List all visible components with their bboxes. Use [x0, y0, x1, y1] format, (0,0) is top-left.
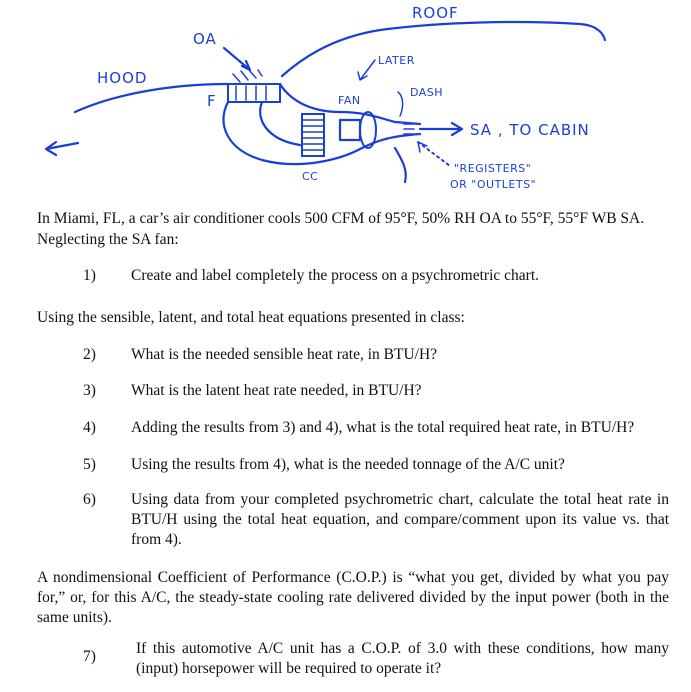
using-equations-line: Using the sensible, latent, and total heat equations presented in class:: [37, 309, 465, 326]
later-arrow: [358, 60, 375, 80]
coil-hatch: [303, 120, 323, 150]
question-text: Create and label completely the process on a psychrometric chart.: [131, 267, 540, 284]
question-number: 3): [83, 382, 96, 399]
dash-label: DASH: [410, 86, 444, 99]
later-label: LATER: [378, 54, 415, 67]
filter-label: F: [207, 92, 217, 110]
question-text: Using data from your completed psychrometric chart, calculate the total heat rate in BTU/H using the total heat equation, and compare/comment upon its value vs. that from 4).: [131, 491, 669, 548]
question-number: 5): [83, 456, 96, 473]
left-arrow: [46, 142, 78, 155]
sa-label: SA , TO CABIN: [470, 121, 590, 139]
duct-inner: [260, 102, 300, 145]
roof-line: [282, 22, 605, 76]
cop-paragraph: A nondimensional Coefficient of Performance (C.O.P.) is “what you get, divided by what you pay for,” or, for this A/C, the steady-state cooling rate delivered divided by the input power (both in the same units).: [37, 569, 669, 626]
registers-label: "REGISTERS": [454, 162, 532, 175]
dash-line: [398, 92, 403, 116]
question-text: If this automotive A/C unit has a C.O.P. of 3.0 with these conditions, how many (input) horsepower will be required to operate it?: [136, 640, 669, 677]
oa-label: OA: [193, 30, 217, 48]
intro-line-1: In Miami, FL, a car’s air conditioner cools 500 CFM of 95°F, 50% RH OA to 55°F, 55°F WB SA.: [37, 210, 645, 227]
hood-line: [75, 84, 228, 112]
cc-label: CC: [302, 170, 319, 183]
cabin-curve: [395, 148, 406, 182]
outlets-label: OR "OUTLETS": [450, 178, 537, 191]
fan-blade: [360, 112, 376, 148]
sa-arrow: [420, 123, 462, 135]
hood-label: HOOD: [97, 69, 148, 87]
registers-leader: [418, 142, 450, 166]
question-number: 6): [83, 491, 96, 508]
hvac-sketch: [0, 0, 691, 200]
question-number: 7): [83, 648, 96, 665]
question-text: Using the results from 4), what is the needed tonnage of the A/C unit?: [131, 456, 565, 473]
question-number: 2): [83, 346, 96, 363]
roof-label: ROOF: [412, 4, 459, 22]
question-text: What is the latent heat rate needed, in BTU/H?: [131, 382, 422, 399]
vent-marks: [404, 124, 414, 134]
fan-box: [340, 120, 360, 140]
filter-hatch: [236, 86, 266, 100]
intro-line-2: Neglecting the SA fan:: [37, 231, 179, 248]
fan-label: FAN: [338, 94, 361, 107]
oa-arrow: [224, 48, 250, 70]
question-number: 4): [83, 419, 96, 436]
question-text: Adding the results from 3) and 4), what is the total required heat rate, in BTU/H?: [131, 419, 635, 436]
intake-grille: [233, 70, 262, 82]
question-number: 1): [83, 267, 96, 284]
question-text: What is the needed sensible heat rate, in BTU/H?: [131, 346, 438, 363]
